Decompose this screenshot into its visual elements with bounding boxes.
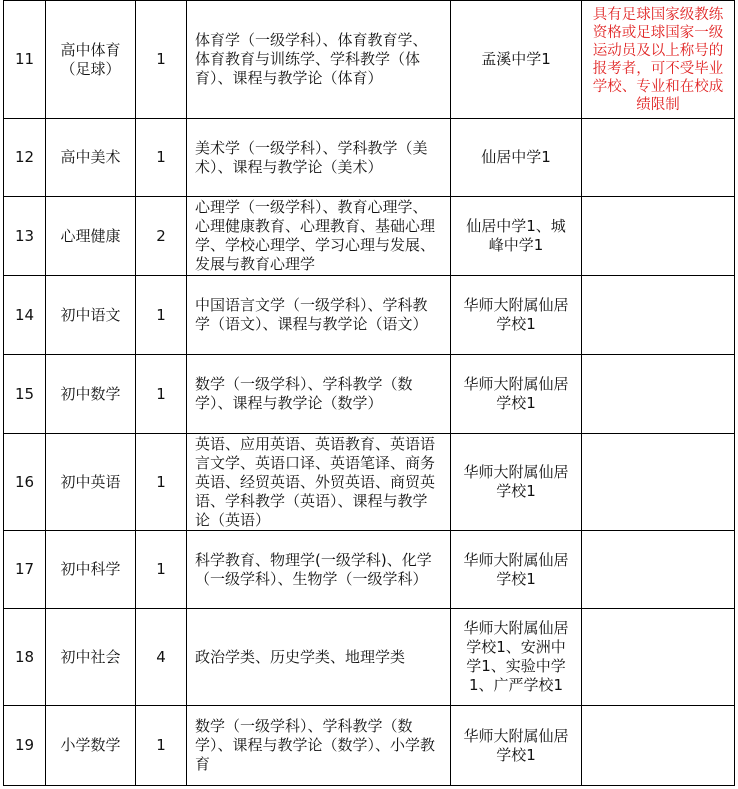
table-row xyxy=(4,1,735,119)
remark xyxy=(582,706,735,786)
remark xyxy=(582,119,735,197)
major-requirement: 中国语言文学（一级学科）、学科教学（语文）、课程与教学论（语文） xyxy=(187,276,451,355)
school-allocation: 华师大附属仙居学校1 xyxy=(451,355,582,434)
post-name: 心理健康 xyxy=(46,197,136,276)
major-requirement: 英语、应用英语、英语教育、英语语言文学、英语口译、英语笔译、商务英语、经贸英语、外贸英语、商贸英语、学科教学（英语）、课程与教学论（英语） xyxy=(187,434,451,531)
post-name: 高中美术 xyxy=(46,119,136,197)
recruit-count: 1 xyxy=(136,531,187,609)
school-allocation: 孟溪中学1 xyxy=(451,1,582,119)
remark xyxy=(582,276,735,355)
row-number: 11 xyxy=(4,1,46,119)
major-requirement: 数学（一级学科）、学科教学（数学）、课程与教学论（数学） xyxy=(187,355,451,434)
recruit-count: 1 xyxy=(136,276,187,355)
post-name: 高中体育（足球） xyxy=(46,1,136,119)
row-number: 13 xyxy=(4,197,46,276)
post-name: 初中语文 xyxy=(46,276,136,355)
row-number: 12 xyxy=(4,119,46,197)
recruitment-table xyxy=(3,0,735,786)
table-row xyxy=(4,119,735,197)
remark xyxy=(582,531,735,609)
table-row xyxy=(4,706,735,786)
table-row xyxy=(4,434,735,531)
post-name: 初中社会 xyxy=(46,609,136,706)
row-number: 19 xyxy=(4,706,46,786)
school-allocation: 仙居中学1、城峰中学1 xyxy=(451,197,582,276)
row-number: 17 xyxy=(4,531,46,609)
table-row xyxy=(4,276,735,355)
major-requirement: 科学教育、物理学(一级学科)、化学（一级学科）、生物学（一级学科） xyxy=(187,531,451,609)
table-row xyxy=(4,197,735,276)
school-allocation: 华师大附属仙居学校1、安洲中学1、实验中学1、广严学校1 xyxy=(451,609,582,706)
post-name: 初中科学 xyxy=(46,531,136,609)
recruit-count: 1 xyxy=(136,119,187,197)
recruit-count: 1 xyxy=(136,434,187,531)
major-requirement: 数学（一级学科）、学科教学（数学）、课程与教学论（数学）、小学教育 xyxy=(187,706,451,786)
row-number: 15 xyxy=(4,355,46,434)
school-allocation: 华师大附属仙居学校1 xyxy=(451,434,582,531)
table-row xyxy=(4,609,735,706)
school-allocation: 华师大附属仙居学校1 xyxy=(451,531,582,609)
remark: 具有足球国家级教练资格或足球国家一级运动员及以上称号的报考者，可不受毕业学校、专业和在校成绩限制 xyxy=(582,1,735,119)
school-allocation: 仙居中学1 xyxy=(451,119,582,197)
recruit-count: 1 xyxy=(136,1,187,119)
major-requirement: 体育学（一级学科）、体育教育学、体育教育与训练学、学科教学（体育）、课程与教学论（体育） xyxy=(187,1,451,119)
post-name: 初中英语 xyxy=(46,434,136,531)
remark xyxy=(582,609,735,706)
post-name: 初中数学 xyxy=(46,355,136,434)
major-requirement: 心理学（一级学科）、教育心理学、心理健康教育、心理教育、基础心理学、学校心理学、学习心理与发展、发展与教育心理学 xyxy=(187,197,451,276)
major-requirement: 美术学（一级学科）、学科教学（美术）、课程与教学论（美术） xyxy=(187,119,451,197)
recruit-count: 2 xyxy=(136,197,187,276)
remark xyxy=(582,355,735,434)
post-name: 小学数学 xyxy=(46,706,136,786)
table-row xyxy=(4,531,735,609)
remark xyxy=(582,197,735,276)
row-number: 14 xyxy=(4,276,46,355)
table-row xyxy=(4,355,735,434)
row-number: 16 xyxy=(4,434,46,531)
recruit-count: 4 xyxy=(136,609,187,706)
school-allocation: 华师大附属仙居学校1 xyxy=(451,706,582,786)
recruit-count: 1 xyxy=(136,355,187,434)
recruit-count: 1 xyxy=(136,706,187,786)
school-allocation: 华师大附属仙居学校1 xyxy=(451,276,582,355)
row-number: 18 xyxy=(4,609,46,706)
major-requirement: 政治学类、历史学类、地理学类 xyxy=(187,609,451,706)
remark xyxy=(582,434,735,531)
